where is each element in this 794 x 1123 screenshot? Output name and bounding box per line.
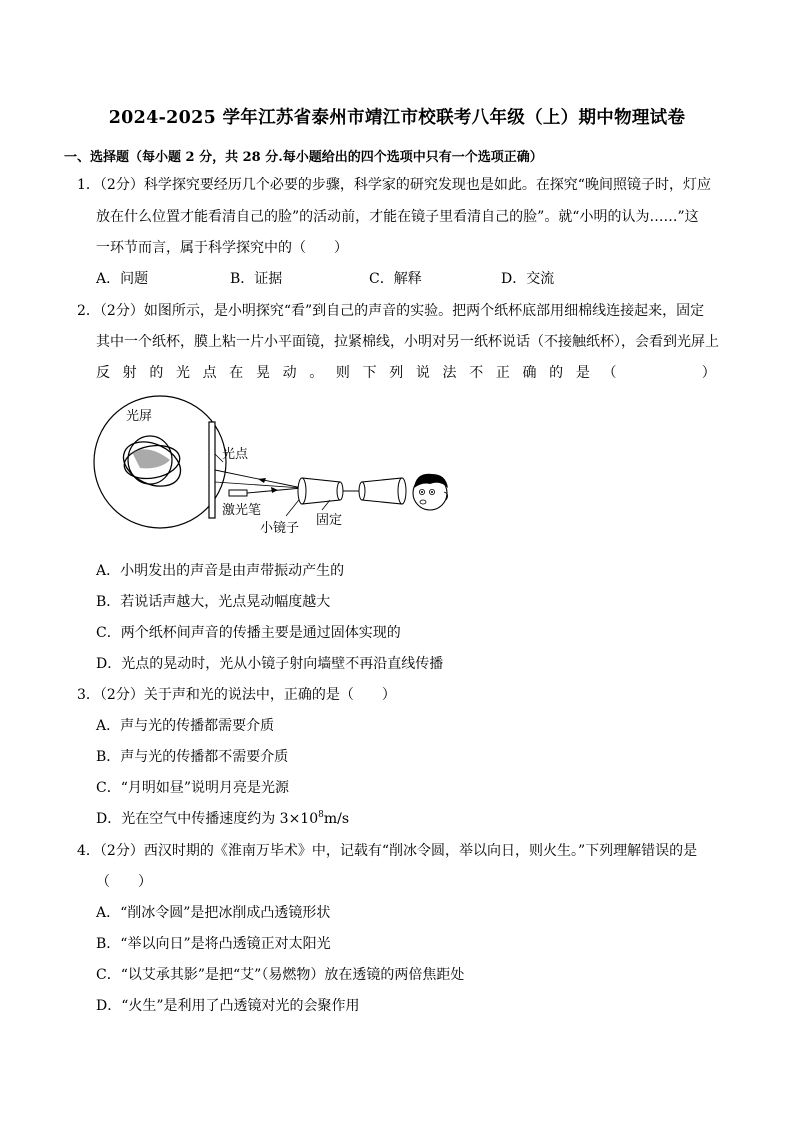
- laser-pen: [229, 490, 247, 496]
- q2-stem-line2: 其中一个纸杯，膜上粘一片小平面镜，拉紧棉线，小明对另一纸杯说话（不接触纸杯），会看到光屏上: [96, 334, 719, 350]
- cup-fixed-mouth: [298, 478, 306, 504]
- mirror-label: 小镜子: [260, 521, 300, 536]
- q1-option-c: C．解释: [369, 271, 422, 287]
- q3-option-d-prefix: D．光在空气中传播速度约为 3×10: [96, 811, 319, 827]
- q3-option-d-unit: m/s: [323, 811, 350, 827]
- q2-option-c: C．两个纸杯间声音的传播主要是通过固体实现的: [96, 625, 401, 641]
- q3-option-d: [96, 808, 349, 828]
- q3-option-d-exponent: 8: [318, 810, 324, 820]
- laser-label: 激光笔: [222, 503, 262, 518]
- q1-option-a: A．问题: [96, 271, 149, 287]
- cup-fixed: [302, 478, 340, 504]
- q2-char: 则: [335, 365, 350, 381]
- cup-speaking-mouth: [398, 478, 406, 504]
- q2-char: 的: [149, 365, 164, 381]
- exam-title: 2024-2025 学年江苏省泰州市靖江市校联考八年级（上）期中物理试卷: [108, 108, 686, 128]
- q2-char: 反: [96, 365, 110, 381]
- q1-stem-line3: 一环节而言，属于科学探究中的（ ）: [96, 240, 348, 256]
- q3-option-b: B．声与光的传播都不需要介质: [96, 749, 289, 765]
- q2-char: 晃: [255, 365, 270, 381]
- q2-char: 法: [442, 365, 457, 381]
- ray-incident-arrow: [271, 487, 278, 493]
- q2-char: 点: [202, 365, 217, 381]
- q2-char: 射: [122, 365, 137, 381]
- q2-char: 光: [175, 365, 190, 381]
- q2-char: 的: [549, 365, 564, 381]
- q2-stem-line1: 2．（2分）如图所示，是小明探究“看”到自己的声音的实验。把两个纸杯底部用细棉线连接起来，固定: [77, 303, 705, 319]
- q2-char: 下: [362, 365, 377, 381]
- cup-fixed-bottom: [337, 482, 343, 500]
- q2-char: 是: [575, 365, 590, 381]
- q2-option-a: A．小明发出的声音是由声带振动产生的: [96, 563, 345, 579]
- q4-stem-line1: 4．（2分）西汉时期的《淮南万毕术》中，记载有“削冰令圆，举以向日，则火生。”下列理解错误的是: [77, 843, 698, 859]
- q2-char: 不: [469, 365, 484, 381]
- q4-option-c: C．“以艾承其影”是把“艾”（易燃物）放在透镜的两倍焦距处: [96, 967, 465, 983]
- q2-paren-close: ）: [701, 365, 716, 381]
- q1-stem-line1: 1．（2分）科学探究要经历几个必要的步骤，科学家的研究发现也是如此。在探究“晚间照镜子时，灯应: [77, 177, 711, 193]
- q2-option-b: B．若说话声越大，光点晃动幅度越大: [96, 594, 331, 610]
- cup-speaking: [362, 478, 402, 504]
- spot-label: 光点: [222, 447, 249, 462]
- q1-option-d: D．交流: [501, 271, 555, 287]
- q2-blank: [629, 362, 689, 382]
- q1-option-b: B．证据: [230, 271, 283, 287]
- q4-stem-line2: （ ）: [96, 874, 152, 890]
- q3-option-a: A．声与光的传播都需要介质: [96, 718, 275, 734]
- q2-option-d: D．光点的晃动时，光从小镜子射向墙壁不再沿直线传播: [96, 656, 444, 672]
- q2-figure: [90, 392, 460, 542]
- q2-stem-line3: [96, 362, 716, 382]
- q2-char: 动: [282, 365, 297, 381]
- boy-head: [413, 474, 448, 510]
- q2-char: 正: [495, 365, 510, 381]
- section-heading: 一、选择题（每小题 2 分，共 28 分.每小题给出的四个选项中只有一个选项正确）: [64, 150, 543, 165]
- q2-char: 列: [389, 365, 404, 381]
- q3-option-c: C．“月明如昼”说明月亮是光源: [96, 780, 290, 796]
- q2-char: 在: [229, 365, 244, 381]
- q3-stem: 3．（2分）关于声和光的说法中，正确的是（ ）: [77, 687, 396, 703]
- q4-option-a: A．“削冰令圆”是把冰削成凸透镜形状: [96, 905, 331, 921]
- q4-option-d: D．“火生”是利用了凸透镜对光的会聚作用: [96, 998, 360, 1014]
- q1-stem-line2: 放在什么位置才能看清自己的脸”的活动前，才能在镜子里看清自己的脸”。就“小明的认为……”这: [96, 209, 699, 225]
- q2-char: 确: [522, 365, 537, 381]
- screen-label: 光屏: [126, 409, 153, 424]
- fixed-label: 固定: [316, 513, 343, 528]
- q2-char: 。: [309, 365, 324, 381]
- light-spot-blur: [132, 449, 170, 468]
- q4-option-b: B．“举以向日”是将凸透镜正对太阳光: [96, 936, 331, 952]
- q2-char: 说: [415, 365, 430, 381]
- q2-paren-open: （: [602, 365, 617, 381]
- cup-speaking-bottom: [359, 482, 365, 500]
- wall: [209, 422, 215, 518]
